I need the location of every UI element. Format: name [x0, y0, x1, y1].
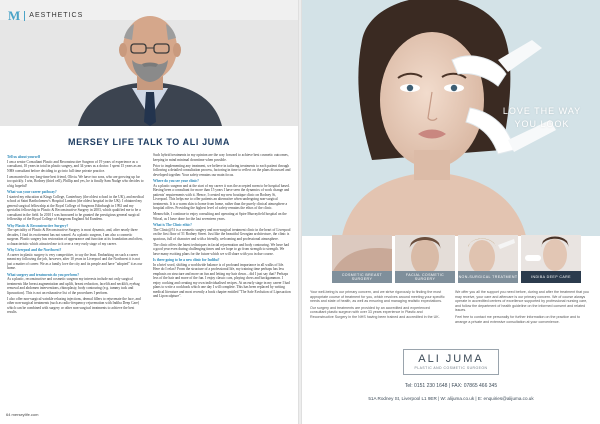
contact-address: 51A Rodney St, Liverpool L1 9ER | W: alijuma.co.uk | E: enquiries@alijuma.co.uk	[368, 396, 534, 401]
service-label: INDIBA DEEP CARE	[521, 271, 581, 283]
service-label: FACIAL COSMETIC SURGERY	[395, 271, 455, 283]
interview-answer: Meanwhile, I continue to enjoy consulting and operating at Spire Murrayfield hospital on the Wirral, as I have done for the last seventeen years.	[153, 212, 287, 221]
interview-answer: I also offer non-surgical wrinkle relaxing injections, dermal fillers to rejuvenate the face, and other non-surgical treatments (such as radio-frequency rejuvenation with Indiba Deep Care) which can be combined with surgery or other non-surgical treatments to achieve the best results.	[7, 296, 141, 314]
advert-body-right	[455, 290, 592, 326]
interview-question: Tell us about yourself	[7, 155, 40, 159]
service-non-surgical	[458, 235, 518, 283]
interview-answer: In a brief word, shifting a worldwide balance is of profound importance in all walks of life. Here do I relax? From the structure of a professional life, my training time perhaps has less emphasis on structure and more on fun and letting my hair down... did I just say that? Perhaps less of the hair and more of the fun. I enjoy classic cars, playing chess and backgammon. I enjoy cooking and creating my own individualised recipes. At an early stage in my career I had plans to write a cookbook which one day I will complete. This has been replaced by writing medical literature and most recently a book chapter entitled "The Safe Evolution of Liposuction and Liposculpture".	[153, 262, 291, 298]
advert-tagline	[484, 105, 600, 131]
body-paragraph: Your well-being is our primary concern, and we strive rigorously to finding the most appropriate course of treatment for you, which revolves around meeting your specific needs and state of health, as well as ensuring and managing realistic expectations.	[310, 290, 445, 304]
advert-body-left	[310, 290, 447, 326]
service-cosmetic-breast	[332, 235, 392, 283]
tagline-line-2: YOU LOOK	[514, 119, 570, 129]
service-label: COSMETIC BREAST SURGERY	[332, 271, 392, 283]
body-paragraph: Feel free to contact me personally for further information on the practice and to arrange a private and extensive consultation at your convenience.	[455, 314, 581, 324]
body-paragraph: Our surgery and treatments are provided by an accredited and experienced consultant plastic surgeon with over 33 years experience in Plastic and Reconstructive Surgery in the NHS having been trained and accredited in the UK.	[310, 305, 440, 319]
article-columns	[7, 153, 291, 401]
interview-answer: The Clinic@51 is a cosmetic surgery and non-surgical treatment clinic in the heart of Liverpool on the first floor of 51 Rodney Street. Just like the beautiful Georgian architecture, the clinic is spacious, full of character and with a friendly, welcoming and professional atmosphere.	[153, 227, 291, 241]
service-indiba-deep-care	[521, 235, 581, 283]
interview-answer: As a plastic surgeon and at the start of my career it was the accepted norm to be hospital based. Having been a consultant for more than 15 years I have seen the dynamics of work change and patients' requirements with it. Hence, I created my new boutique clinic on Rodney St, Liverpool. This helps me to offer patients an alternative when undergoing non-surgical treatments. It is a warm skin to home from home, rather than the purely clinical atmosphere a hospital offers. Providing the highest level of safety remains the ethos of the clinic.	[153, 183, 290, 210]
interview-answer: I am a senior Consultant Plastic and Reconstructive Surgeon of 19 years of experience as a consultant, 10 years in total in plastic surgery, and 34 years as a doctor. I spent 15 years as an NHS consultant before deciding to go into full time private practice.	[7, 159, 141, 173]
aesthetics-brand	[8, 9, 83, 22]
interview-question: What is The Clinic ethic?	[153, 223, 192, 227]
interview-answer: A career in plastic surgery is very competitive, to say the least. Embarking on such a career meant my following the job, however, after 10 years in Liverpool and the Northwest it is not just a matter of career. We as a family love the city and its people and have "adopted" it as our home.	[7, 252, 143, 270]
logo-name: ALI JUMA	[418, 353, 484, 365]
interview-question: What surgery and treatments do you perform?	[7, 272, 80, 277]
brand-divider	[24, 11, 25, 21]
service-label: NON-SURGICAL TREATMENT	[458, 271, 518, 283]
interview-answer: The speciality of Plastic & Reconstructive Surgery is most dynamic, and, after nearly three decades, I find its excitement has not waned. As a plastic surgeon, I am also a cosmetic surgeon. Plastic surgery has restoration of appearance and function at its foundation and often, a characteristic which attracted me to it over a very early stage of my career.	[7, 228, 143, 246]
article-column-2	[153, 153, 291, 401]
interview-answer: I am married to my long-time best friend, Olivia. We have two sons, who are growing up far too quickly. I win, Rodney (third cell), Phillip and yes, he is finally Sam Nudge who decides to a big hopeful!	[7, 174, 144, 188]
logo-subtitle: PLASTIC AND COSMETIC SURGEON	[414, 366, 488, 370]
brand-title: AESTHETICS	[29, 12, 84, 19]
brand-mark: M	[8, 8, 21, 23]
tagline-line-1: LOVE THE WAY	[502, 106, 582, 116]
article-column-1	[7, 153, 145, 401]
interview-question: What was your career pathway?	[7, 190, 57, 194]
body-paragraph: We offer you all the support you need before, during and after the treatment that you may receive, your care and aftercare is our primary concern. We of course always operate in accredited centres of excellence supported by professional nursing care, and follow the department of health guideline on the informed consent and related issues.	[455, 290, 589, 313]
interview-answer: As a plastic, reconstructive and cosmetic surgeon my interests include not only surgical treatments like breast augmentation and uplift, breast reduction, facelift and necklift, eyebag removal and abdomen interventions, rhinoplasty, body contouring (e.g. tummy tuck and liposuction). This is not an exhaustive list of the procedures I perform.	[7, 277, 140, 295]
interview-answer: I started my education at Kings College, Canterbury (the oldest school in the UK), and medical school at Saint Bartholomew's Hospital London (the oldest hospital in the UK). I obtained my general surgical fellowship at the Royal College of Surgeons Edinburgh in 1992 and my specialist fellowship in Plastic & Reconstructive Surgery in 2003, which qualified me to be a consultant in the field. In 2010 I was honoured to be granted the prestigious general surgical fellowship of the Royal College of Surgeons England Ad Eundem.	[7, 194, 144, 221]
service-thumbnails	[332, 235, 581, 283]
contact-numbers: Tel: 0151 230 1648 | FAX: 07865 466 345	[404, 383, 498, 389]
interview-answer: Prior to implementing any treatment, we believe in tailoring treatments to each patient through following a detailed consultation process, factoring in time to reflect on the plans discussed and developed together. Your safety remains our main focus.	[153, 163, 291, 177]
interview-answer: The clinic offers the latest techniques in facial rejuvenation and body contouring. We have had a good year even during challenging times and we hope to go from strength to strength. We have many exciting plans for the future which we will share with you in due course.	[153, 242, 289, 256]
interview-answer: Such hybrid treatments in my opinion are the way forward to achieve best cosmetic outcomes, keeping in mind minimal downtime when possible.	[153, 153, 289, 162]
interview-question: Where do you see your clinic?	[153, 179, 199, 183]
interview-question: Why Liverpool and the Northwest?	[7, 248, 62, 252]
article-headline: MERSEY LIFE TALK TO ALI JUMA	[68, 137, 230, 147]
left-page	[0, 0, 298, 424]
ali-juma-logo	[403, 349, 499, 375]
page-folio: 64 merseylife.com	[6, 412, 39, 417]
interview-question: Why Plastic & Reconstructive Surgery?	[7, 223, 69, 228]
service-facial-cosmetic	[395, 235, 455, 283]
right-page-advert	[302, 0, 600, 424]
advert-body	[310, 290, 592, 326]
interview-question: Is there going to be a new clinic for Indiba?	[153, 258, 220, 262]
